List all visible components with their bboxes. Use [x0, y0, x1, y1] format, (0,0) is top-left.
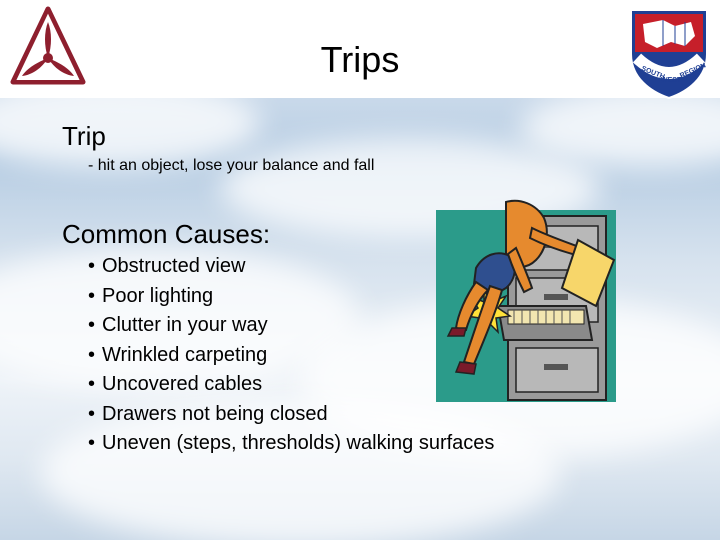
list-item: • Uneven (steps, thresholds) walking surfaces	[88, 429, 494, 459]
bullet: •	[88, 402, 96, 425]
list-item: • Poor lighting	[88, 282, 494, 312]
common-causes-heading: Common Causes:	[62, 219, 271, 249]
svg-text:SOUTH: SOUTH	[640, 65, 666, 82]
list-item: • Clutter in your way	[88, 311, 494, 341]
svg-text:WEST: WEST	[661, 77, 682, 84]
bullet: •	[88, 255, 96, 277]
bullet: •	[88, 343, 96, 366]
causes-list	[88, 252, 494, 459]
tripping-over-drawer-illustration	[436, 198, 620, 404]
trip-heading: Trip	[62, 121, 106, 151]
bullet: •	[88, 432, 96, 454]
bullet: •	[88, 284, 96, 307]
bullet: •	[88, 373, 96, 395]
list-item: • Drawers not being closed	[88, 400, 494, 430]
list-item: • Uncovered cables	[88, 370, 494, 400]
trip-definition: - hit an object, lose your balance and fall	[88, 157, 375, 174]
slide-title: Trips	[320, 39, 400, 80]
svg-text:REGION: REGION	[678, 62, 708, 80]
bullet: •	[88, 314, 96, 336]
list-item: • Obstructed view	[88, 252, 494, 282]
list-item: • Wrinkled carpeting	[88, 341, 494, 371]
